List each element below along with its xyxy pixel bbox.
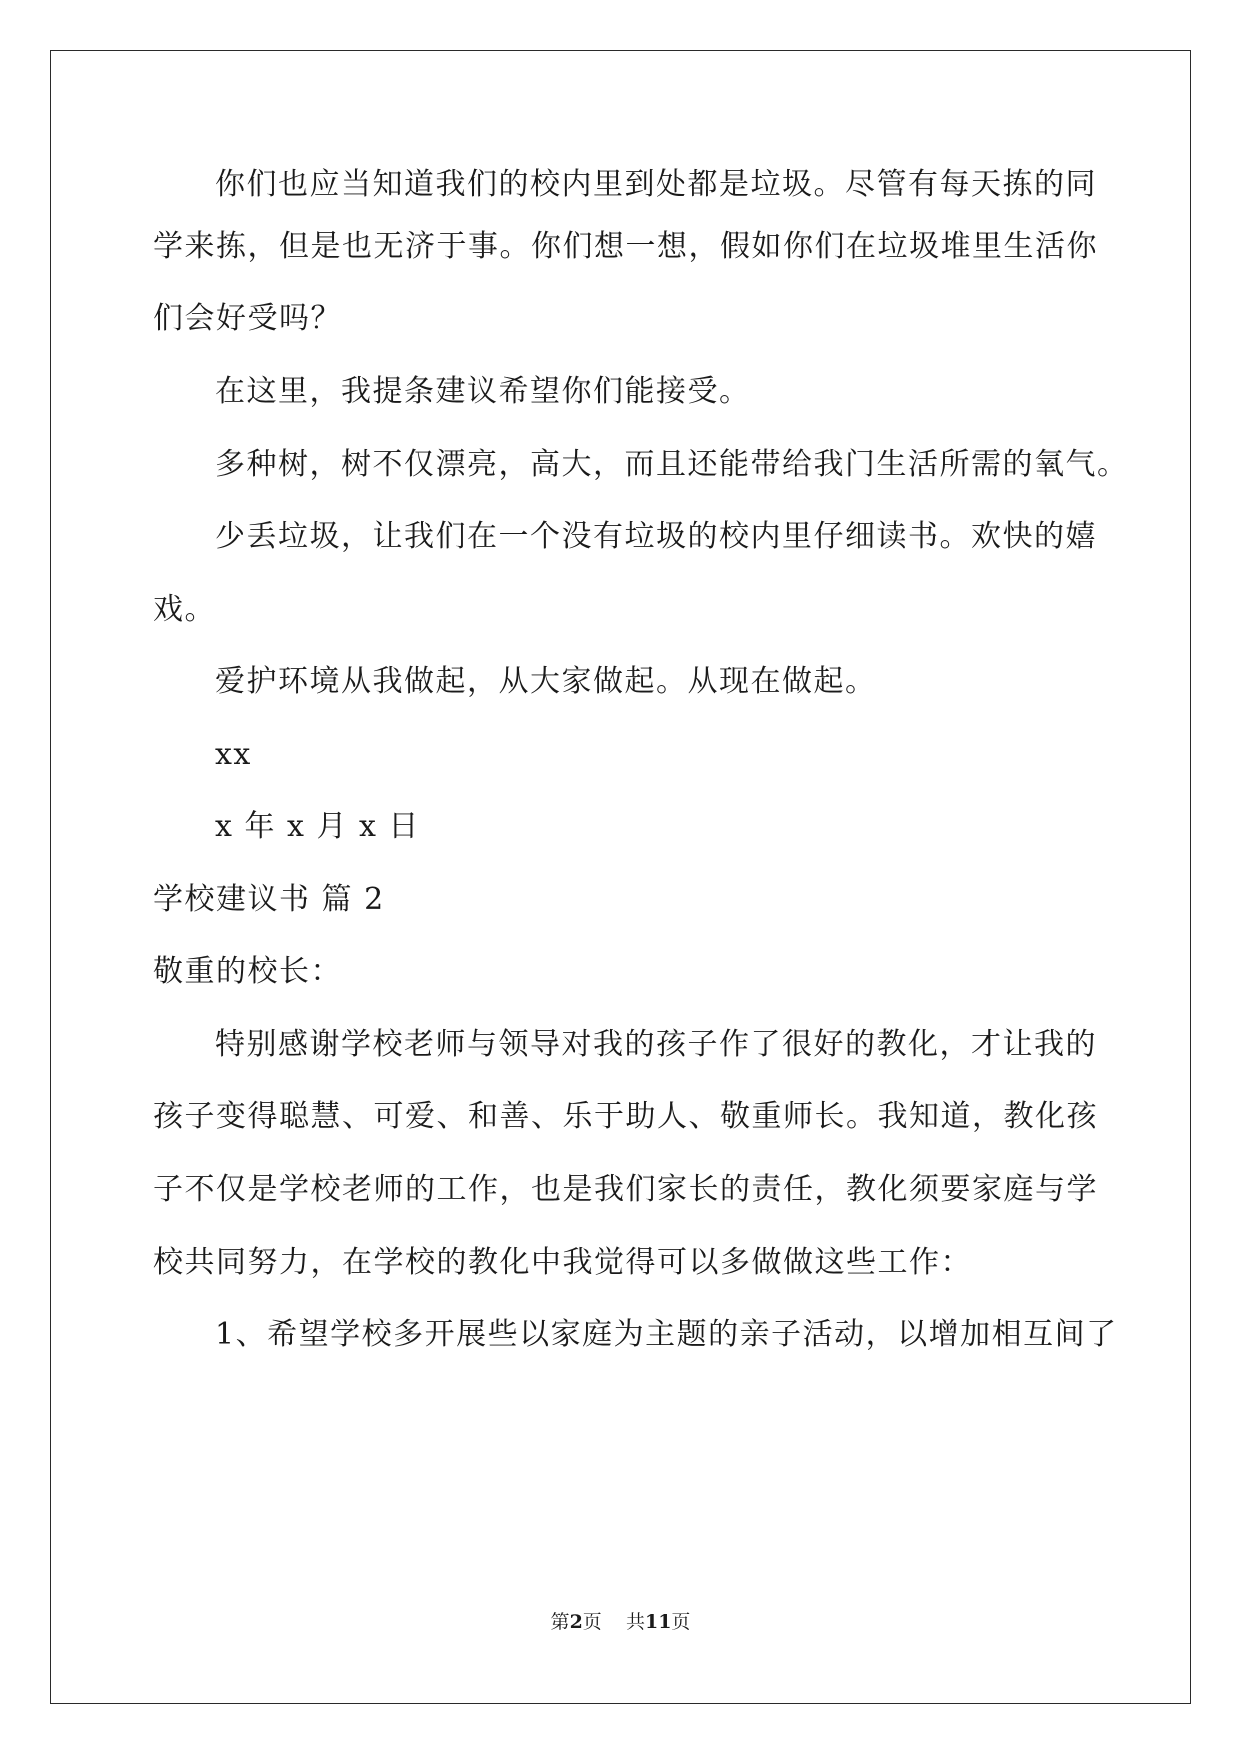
footer-suffix: 页 [671,1611,691,1633]
paragraph-line: 多种树，树不仅漂亮，高大，而且还能带给我门生活所需的氧气。 [215,447,1129,482]
paragraph-line: 你们也应当知道我们的校内里到处都是垃圾。尽管有每天拣的同 [215,167,1097,202]
list-item-line: 1、希望学校多开展些以家庭为主题的亲子活动，以增加相互间了 [215,1317,1118,1352]
page-footer [0,1610,1241,1634]
footer-middle: 页 共 [582,1611,645,1633]
footer-prefix: 第 [550,1611,570,1633]
salutation: 敬重的校长： [153,954,342,989]
section-heading: 学校建议书 篇 2 [153,882,385,917]
current-page-number: 2 [569,1611,583,1633]
paragraph-line: 校共同努力，在学校的教化中我觉得可以多做做这些工作： [153,1245,972,1280]
paragraph-line: 戏。 [153,592,216,627]
paragraph-line: 爱护环境从我做起，从大家做起。从现在做起。 [215,664,877,699]
paragraph-line: 孩子变得聪慧、可爱、和善、乐于助人、敬重师长。我知道，教化孩 [153,1099,1098,1134]
paragraph-line: 在这里，我提条建议希望你们能接受。 [215,374,751,409]
signature-name: xx [215,737,252,772]
signature-date: x 年 x 月 x 日 [215,809,420,844]
paragraph-line: 子不仅是学校老师的工作，也是我们家长的责任，教化须要家庭与学 [153,1172,1098,1207]
paragraph-line: 少丢垃圾，让我们在一个没有垃圾的校内里仔细读书。欢快的嬉 [215,519,1097,554]
paragraph-line: 特别感谢学校老师与领导对我的孩子作了很好的教化，才让我的 [215,1027,1097,1062]
total-page-count: 11 [644,1611,672,1633]
paragraph-line: 学来拣，但是也无济于事。你们想一想，假如你们在垃圾堆里生活你 [153,229,1098,264]
paragraph-line: 们会好受吗？ [153,301,342,336]
